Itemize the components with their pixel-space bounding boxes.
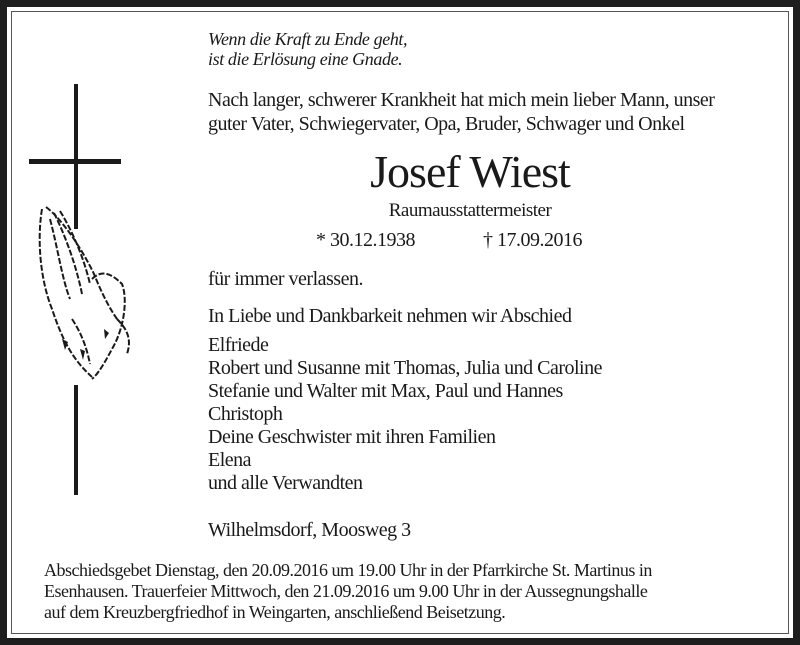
address: Wilhelmsdorf, Moosweg 3 — [208, 519, 411, 541]
praying-hands-icon — [32, 199, 137, 384]
left-forever-text: für immer verlassen. — [208, 268, 363, 290]
mourner: Elfriede — [208, 334, 269, 356]
mourner: Stefanie und Walter mit Max, Paul und Hannes — [208, 380, 563, 402]
mourner: Robert und Susanne mit Thomas, Julia und Caroline — [208, 357, 602, 379]
deceased-name: Josef Wiest — [370, 146, 570, 197]
service-line: auf dem Kreuzbergfriedhof in Weingarten, anschließend Beisetzung. — [44, 602, 506, 622]
obituary-card — [7, 7, 793, 638]
service-line: Esenhausen. Trauerfeier Mittwoch, den 21.09.2016 um 9.00 Uhr in der Aussegnungshalle — [44, 581, 648, 601]
mourner: Elena — [208, 449, 252, 471]
cross-icon-bottom — [74, 385, 78, 495]
motto-line: Wenn die Kraft zu Ende geht, — [208, 29, 408, 49]
mourner: und alle Verwandten — [208, 472, 363, 494]
motto-line: ist die Erlösung eine Gnade. — [208, 49, 403, 69]
birth-date: * 30.12.1938 — [316, 229, 415, 251]
intro-line: Nach langer, schwerer Krankheit hat mich mein lieber Mann, unser — [208, 89, 715, 111]
mourner: Christoph — [208, 403, 283, 425]
farewell-text: In Liebe und Dankbarkeit nehmen wir Abschied — [208, 305, 572, 327]
intro-line: guter Vater, Schwiegervater, Opa, Bruder, Schwager und Onkel — [208, 113, 685, 135]
service-line: Abschiedsgebet Dienstag, den 20.09.2016 um 19.00 Uhr in der Pfarrkirche St. Martinus in — [44, 560, 652, 580]
mourner: Deine Geschwister mit ihren Familien — [208, 426, 496, 448]
profession: Raumausstattermeister — [388, 200, 552, 221]
death-date: † 17.09.2016 — [483, 229, 582, 251]
